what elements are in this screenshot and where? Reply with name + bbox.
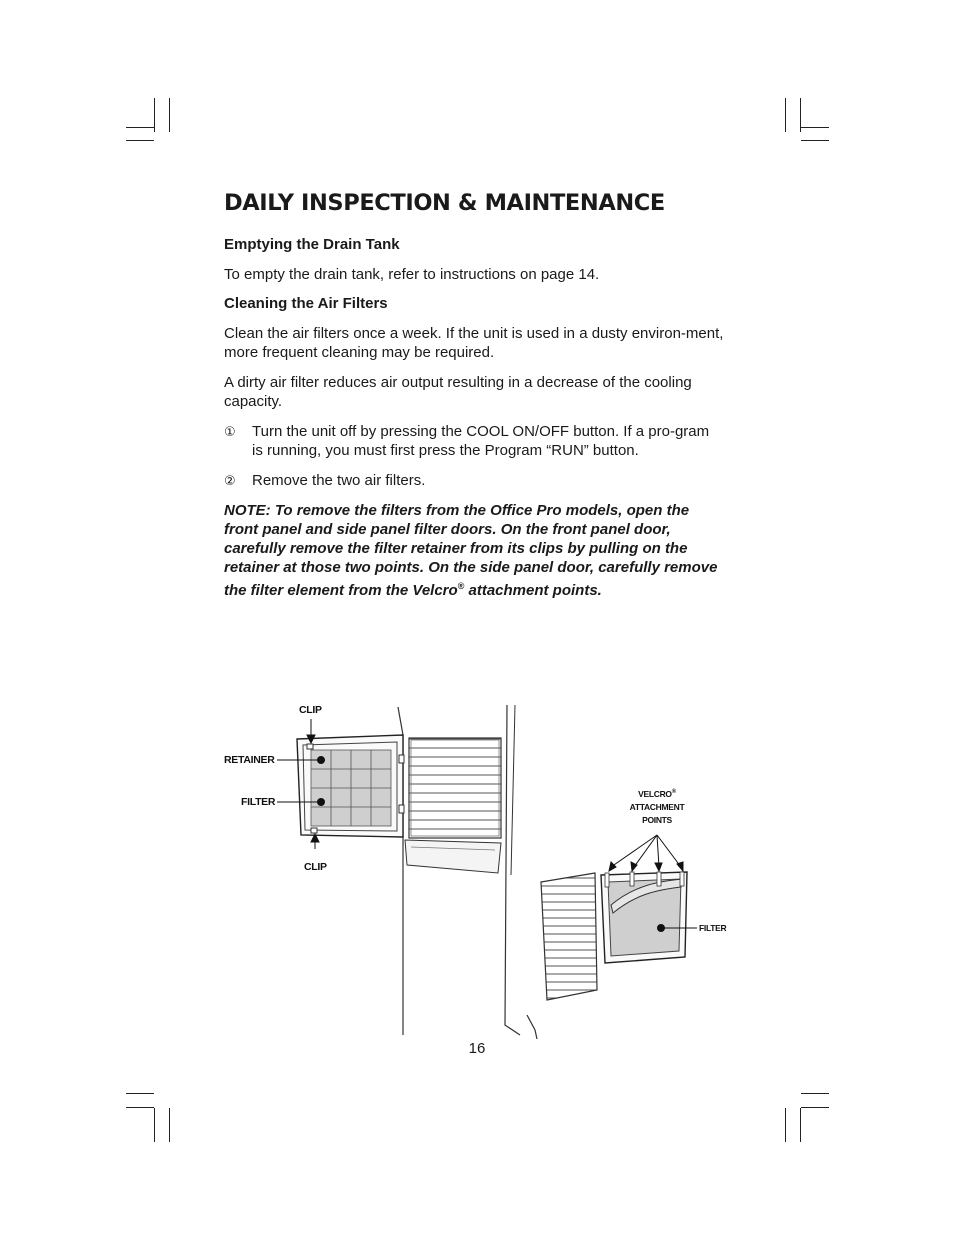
- label-velcro: VELCRO: [638, 788, 672, 799]
- crop-mark: [169, 1108, 170, 1142]
- filter-illustration: [215, 695, 745, 1045]
- step-1: [224, 422, 724, 460]
- crop-mark: [801, 1093, 829, 1094]
- crop-mark: [126, 1107, 154, 1108]
- step-2: [224, 471, 724, 490]
- step-text: Turn the unit off by pressing the COOL ON/OFF button. If a pro-gram is running, you must first press the Program “RUN” button.: [252, 423, 710, 459]
- crop-mark: [800, 1108, 801, 1142]
- note-paragraph: [224, 501, 724, 600]
- crop-mark: [801, 140, 829, 141]
- label-points: POINTS: [642, 814, 672, 825]
- label-clip-top: CLIP: [299, 704, 322, 716]
- section-title-drain: Emptying the Drain Tank: [224, 236, 400, 253]
- registered-mark: ®: [457, 581, 465, 591]
- label-filter-right: FILTER: [699, 923, 727, 933]
- step-number: ①: [224, 424, 236, 439]
- page-content: [224, 190, 724, 600]
- label-retainer: RETAINER: [224, 754, 275, 766]
- label-clip-bottom: CLIP: [304, 861, 327, 873]
- page-title: DAILY INSPECTION & MAINTENANCE: [224, 190, 665, 216]
- note-text-end: attachment points.: [464, 582, 602, 599]
- crop-mark: [154, 98, 155, 132]
- page-number: 16: [468, 1040, 486, 1057]
- filters-paragraph-2: A dirty air filter reduces air output resulting in a decrease of the cooling capacity.: [224, 374, 692, 410]
- crop-mark: [801, 127, 829, 128]
- drain-text: To empty the drain tank, refer to instructions on page 14.: [224, 266, 600, 283]
- label-filter-left: FILTER: [241, 796, 276, 808]
- registered-mark: ®: [671, 789, 676, 795]
- note-text: NOTE: To remove the filters from the Office Pro models, open the front panel and side panel filter doors. On the front panel door, carefully remove the filter retainer from its clips by pulling on the retainer at those two points. On the side panel door, carefully remove the filter element from the Velcro: [224, 502, 718, 599]
- crop-mark: [126, 1093, 154, 1094]
- unit-drawing: [215, 695, 745, 1045]
- crop-mark: [169, 98, 170, 132]
- section-title-filters: Cleaning the Air Filters: [224, 295, 388, 312]
- step-number: ②: [224, 473, 236, 488]
- label-velcro-points: [617, 786, 697, 827]
- filters-paragraph-1: Clean the air filters once a week. If the unit is used in a dusty environ-ment, more frequent cleaning may be required.: [224, 325, 724, 361]
- step-text: Remove the two air filters.: [252, 472, 426, 489]
- label-attachment: ATTACHMENT: [629, 801, 685, 812]
- crop-mark: [785, 98, 786, 132]
- crop-mark: [785, 1108, 786, 1142]
- crop-mark: [801, 1107, 829, 1108]
- crop-mark: [126, 127, 154, 128]
- crop-mark: [154, 1108, 155, 1142]
- crop-mark: [126, 140, 154, 141]
